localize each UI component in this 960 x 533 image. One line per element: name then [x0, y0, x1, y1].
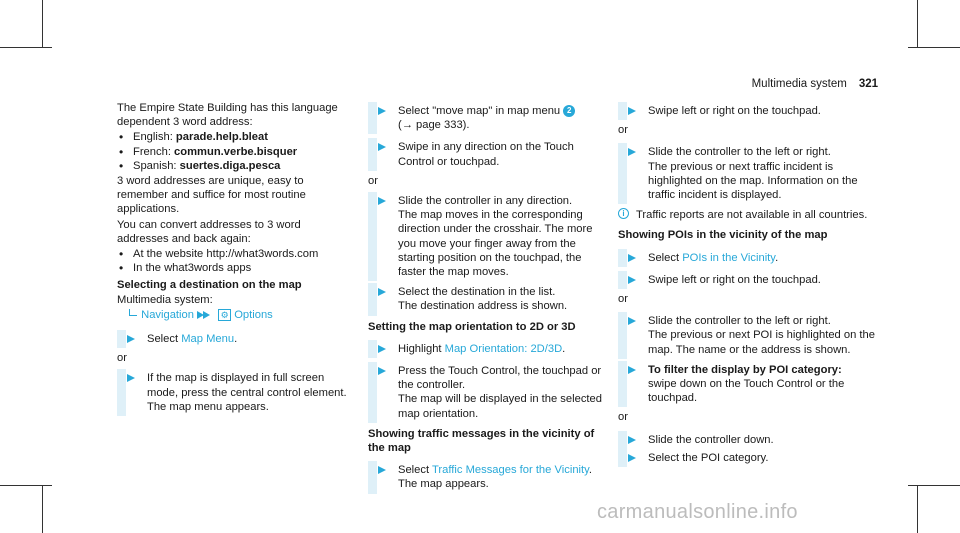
- gear-icon: ⚙: [218, 309, 231, 321]
- step-arrow-icon: [378, 345, 386, 353]
- step-arrow-icon: [628, 276, 636, 284]
- step-arrow-icon: [127, 374, 135, 382]
- map-menu-link[interactable]: Map Menu: [181, 333, 235, 346]
- step-arrow-icon: [628, 436, 636, 444]
- crop-mark: [0, 485, 52, 486]
- or-text: or: [618, 124, 628, 137]
- crop-mark: [917, 485, 918, 533]
- instruction-step: Swipe left or right on the touchpad.: [618, 104, 878, 118]
- crop-mark: [917, 0, 918, 48]
- menu-path-label: Multimedia system:: [117, 293, 213, 306]
- instruction-step: Highlight Map Orientation: 2D/3D.: [368, 342, 608, 356]
- info-note: i Traffic reports are not available in all countries.: [618, 208, 878, 222]
- instruction-step: Slide the controller in any direction. The map moves in the corresponding direction under the crosshair. The more you move your finger away from the starting position on the touchpad, the faster the map moves.: [368, 194, 608, 279]
- step-arrow-icon: [628, 148, 636, 156]
- column-1: [117, 101, 347, 414]
- instruction-step: Slide the controller to the left or right. The previous or next traffic incident is highlighted on the map. Information on the traffic incident is displayed.: [618, 145, 878, 202]
- section-title: Multimedia system: [751, 78, 847, 90]
- submenu-hook-icon: [129, 309, 137, 316]
- list-item: • At the website http://what3words.com: [117, 247, 347, 261]
- instruction-step: Press the Touch Control, the touchpad or the controller. The map will be displayed in the selected map orientation.: [368, 364, 608, 421]
- section-heading: Showing traffic messages in the vicinity of the map: [368, 427, 595, 455]
- paragraph: 3 word addresses are unique, easy to remember and suffice for most routine applications.: [117, 175, 306, 216]
- instruction-step: If the map is displayed in full screen mode, press the central control element. The map menu appears.: [117, 371, 347, 414]
- path-arrow-icon: [203, 311, 210, 319]
- crop-mark: [908, 485, 960, 486]
- paragraph: You can convert addresses to 3 word addresses and back again:: [117, 218, 301, 245]
- instruction-step: Select Traffic Messages for the Vicinity. The map appears.: [368, 463, 608, 491]
- step-arrow-icon: [628, 366, 636, 374]
- instruction-step: To filter the display by POI category: swipe down on the Touch Control or the touchpad.: [618, 363, 878, 406]
- instruction-step: Slide the controller down.: [618, 433, 878, 447]
- section-heading: Setting the map orientation to 2D or 3D: [368, 320, 576, 333]
- instruction-step: Swipe in any direction on the Touch Control or touchpad.: [368, 140, 608, 168]
- column-3: [618, 101, 878, 465]
- list-item: • French: commun.verbe.bisquer: [117, 145, 347, 159]
- or-text: or: [618, 293, 628, 306]
- step-arrow-icon: [628, 107, 636, 115]
- or-text: or: [117, 352, 127, 365]
- or-text: or: [368, 174, 378, 187]
- step-arrow-icon: [378, 197, 386, 205]
- instruction-step: Swipe left or right on the touchpad.: [618, 273, 878, 287]
- list-item: • In the what3words apps: [117, 261, 347, 275]
- step-arrow-icon: [378, 466, 386, 474]
- instruction-step: Slide the controller to the left or right. The previous or next POI is highlighted on the map. The name or the address is shown.: [618, 314, 878, 357]
- crop-mark: [42, 0, 43, 48]
- list-item: • English: parade.help.bleat: [117, 130, 347, 144]
- step-arrow-icon: [378, 107, 386, 115]
- instruction-step: Select "move map" in map menu 2 (→ page 333).: [368, 104, 608, 132]
- page-number: 321: [858, 78, 878, 90]
- section-heading: Showing POIs in the vicinity of the map: [618, 229, 828, 242]
- step-arrow-icon: [378, 143, 386, 151]
- crop-mark: [908, 47, 960, 48]
- step-arrow-icon: [628, 254, 636, 262]
- watermark: carmanualsonline.info: [597, 501, 798, 523]
- list-item: • Spanish: suertes.diga.pesca: [117, 159, 347, 173]
- map-orientation-link[interactable]: Map Orientation: 2D/3D: [444, 342, 563, 355]
- traffic-messages-link[interactable]: Traffic Messages for the Vicinity: [432, 464, 589, 477]
- crop-mark: [0, 47, 52, 48]
- badge-icon: 2: [563, 105, 575, 117]
- navigation-link[interactable]: Navigation: [141, 308, 194, 321]
- crop-mark: [42, 485, 43, 533]
- section-heading: Selecting a destination on the map: [117, 279, 302, 292]
- or-text: or: [618, 411, 628, 424]
- instruction-step: Select Map Menu.: [117, 332, 347, 346]
- instruction-step: Select POIs in the Vicinity.: [618, 251, 878, 265]
- pois-vicinity-link[interactable]: POIs in the Vicinity: [682, 251, 776, 264]
- info-icon: i: [618, 208, 629, 219]
- instruction-step: Select the destination in the list. The destination address is shown.: [368, 285, 608, 313]
- step-arrow-icon: [378, 367, 386, 375]
- column-2: [368, 101, 608, 492]
- menu-path: [117, 308, 347, 322]
- step-arrow-icon: [127, 335, 135, 343]
- intro-text: The Empire State Building has this language dependent 3 word address:: [117, 102, 338, 129]
- options-link[interactable]: Options: [234, 308, 273, 321]
- page-header: [752, 77, 878, 91]
- step-arrow-icon: [378, 288, 386, 296]
- step-arrow-icon: [628, 454, 636, 462]
- step-arrow-icon: [628, 317, 636, 325]
- instruction-step: Select the POI category.: [618, 451, 878, 465]
